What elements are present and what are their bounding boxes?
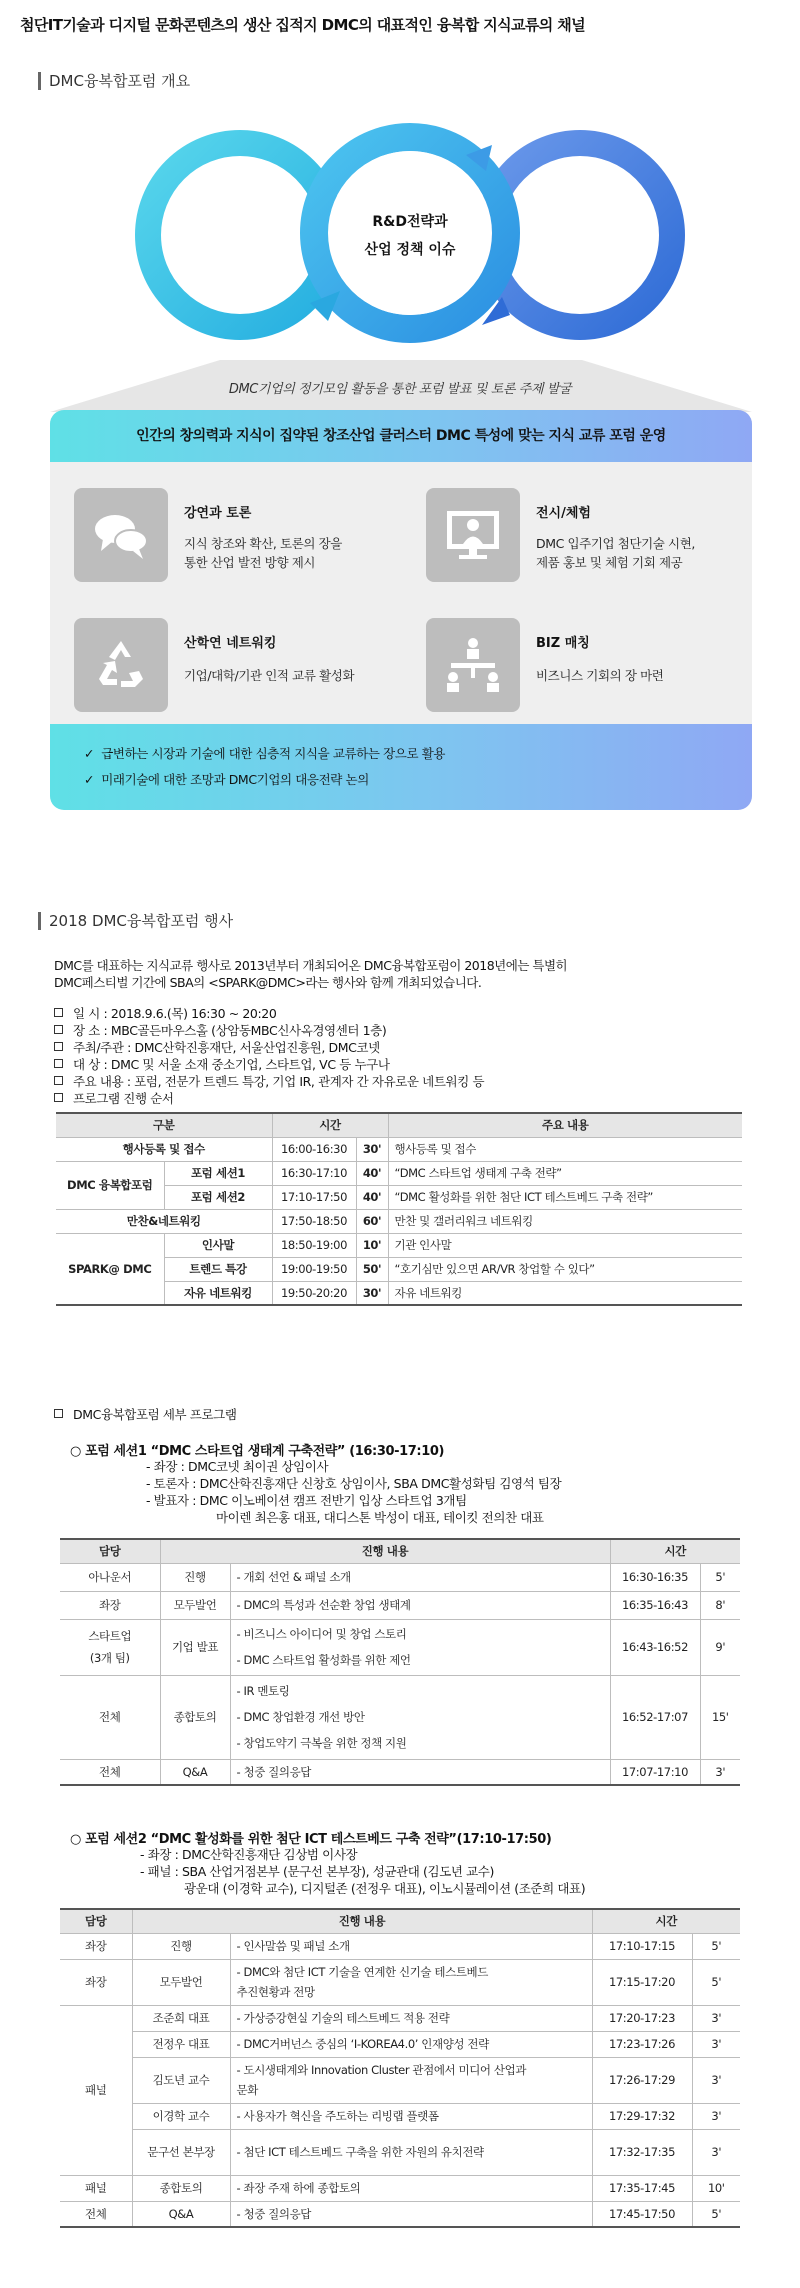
table-row: 좌장 진행 - 인사말씀 및 패널 소개 17:10-17:15 5' [60,1933,740,1959]
session1-heading: ○ 포럼 세션1 “DMC 스타트업 생태계 구축전략” (16:30-17:10) [70,1444,445,1459]
col-header: 담당 [60,1539,160,1563]
session2-panel: - 패널 : SBA 산업거점본부 (문구선 본부장), 성균관대 (김도년 교수) [140,1864,494,1879]
col-header: 시간 [610,1539,740,1563]
col-header: 구분 [56,1113,272,1137]
event-intro: DMC를 대표하는 지식교류 행사로 2013년부터 개최되어온 DMC융복합포럼이 2018년에는 특별히 DMC페스티벌 기간에 SBA의 <SPARK@DMC>라는 행사와 함께 개최되었습니다. [54,958,568,990]
overview-section-title: DMC융복합포럼 개요 [38,72,190,90]
col-header: 담당 [60,1909,132,1933]
feature-desc-networking: 기업/대학/기관 인적 교류 활성화 [184,668,355,683]
feature-desc-exhibition: DMC 입주기업 첨단기술 시현, 제품 홍보 및 체험 기회 제공 [536,536,695,570]
session2-panel-cont: 광운대 (이경학 교수), 디지털존 (전정우 대표), 이노시뮬레이션 (조준희 대표) [184,1881,586,1896]
feature-title-lecture: 강연과 토론 [184,506,252,521]
table-row: 김도년 교수 - 도시생태계와 Innovation Cluster 관점에서 미디어 산업과 문화 17:26-17:29 3' [60,2057,740,2103]
table-row: 자유 네트워킹 19:50-20:20 30' 자유 네트워킹 [56,1281,742,1305]
table-row: 만찬&네트워킹 17:50-18:50 60' 만찬 및 갤러리워크 네트워킹 [56,1209,742,1233]
col-header: 시간 [272,1113,388,1137]
table-row: 문구선 본부장 - 첨단 ICT 테스트베드 구축을 위한 자원의 유치전략 17:32-17:35 3' [60,2129,740,2175]
col-header: 진행 내용 [132,1909,592,1933]
table-row: DMC 융복합포럼 포럼 세션1 16:30-17:10 40' “DMC 스타트업 생태계 구축 전략” [56,1161,742,1185]
feature-title-exhibition: 전시/체험 [536,506,591,521]
recycle-icon [74,618,168,712]
table-row: 패널 조준희 대표 - 가상증강현실 기술의 테스트베드 적용 전략 17:20-17:23 3' [60,2005,740,2031]
table-row: 스타트업 (3개 팀) 기업 발표 - 비즈니스 아이디어 및 창업 스토리 - DMC 스타트업 활성화를 위한 제언 16:43-16:52 9' [60,1619,740,1675]
col-header: 시간 [592,1909,740,1933]
theme-circle-center-text: R&D전략과 산업 정책 이슈 [364,214,456,258]
page-headline: 첨단IT기술과 디지털 문화콘텐츠의 생산 집적지 DMC의 대표적인 융복합 지식교류의 채널 [20,16,586,34]
event2018-section-title: 2018 DMC융복합포럼 행사 [38,912,233,930]
info-date: 일 시 : 2018.9.6.(목) 16:30 ~ 20:20 [54,1005,276,1022]
table-row: 전체 종합토의 - IR 멘토링 - DMC 창업환경 개선 방안 - 창업도약기 극복을 위한 정책 지원 16:52-17:07 15' [60,1675,740,1759]
forum-overview-panel [50,410,752,810]
overview-bullets [50,724,752,810]
col-header: 진행 내용 [160,1539,610,1563]
table-row: 트렌드 특강 19:00-19:50 50' “호기심만 있으면 AR/VR 창업할 수 있다” [56,1257,742,1281]
meeting-icon [426,618,520,712]
info-place: 장 소 : MBC골든마우스홀 (상암동MBC신사옥경영센터 1층) [54,1022,386,1039]
feature-title-biz: BIZ 매칭 [536,636,590,651]
detail-section-title: DMC융복합포럼 세부 프로그램 [54,1406,237,1423]
table-row: 패널 종합토의 - 좌장 주재 하에 종합토의 17:35-17:45 10' [60,2175,740,2201]
table-row: 이경학 교수 - 사용자가 혁신을 주도하는 리빙랩 플랫폼 17:29-17:32 3' [60,2103,740,2129]
session1-table [60,1538,740,1786]
overview-banner: 인간의 창의력과 지식이 집약된 창조산업 클러스터 DMC 특성에 맞는 지식 교류 포럼 운영 [50,410,752,462]
info-program: 프로그램 진행 순서 [54,1090,174,1107]
feature-desc-lecture: 지식 창조와 확산, 토론의 장을 통한 산업 발전 방향 제시 [184,536,342,570]
monitor-presenter-icon [426,488,520,582]
feature-desc-biz: 비즈니스 기회의 장 마련 [536,668,664,683]
event-schedule-table [56,1112,742,1306]
session1-chair: - 좌장 : DMC코넷 최이권 상임이사 [146,1459,329,1474]
info-content: 주요 내용 : 포럼, 전문가 트렌드 특강, 기업 IR, 관계자 간 자유로운 네트워킹 등 [54,1073,484,1090]
info-host: 주최/주관 : DMC산학진흥재단, 서울산업진흥원, DMC코넷 [54,1039,380,1056]
session2-heading: ○ 포럼 세션2 “DMC 활성화를 위한 첨단 ICT 테스트베드 구축 전략”(17:10-17:50) [70,1832,552,1847]
session1-panel: - 토론자 : DMC산학진흥재단 신창호 상임이사, SBA DMC활성화팀 김영석 팀장 [146,1476,562,1491]
table-row: 좌장 모두발언 - DMC와 첨단 ICT 기술을 연계한 신기술 테스트베드 추진현황과 전망 17:15-17:20 5' [60,1959,740,2005]
table-row: 좌장 모두발언 - DMC의 특성과 선순환 창업 생태계 16:35-16:43 8' [60,1591,740,1619]
session2-chair: - 좌장 : DMC산학진흥재단 김상범 이사장 [140,1847,358,1862]
theme-circle-right-text: 신기술동향과 BM창출 전략 [538,214,622,258]
session1-presenters-names: 마이렌 최은홍 대표, 대디스톤 박성이 대표, 테이킷 전의찬 대표 [216,1510,544,1525]
table-row: 포럼 세션2 17:10-17:50 40' “DMC 활성화를 위한 첨단 ICT 테스트베드 구축 전략” [56,1185,742,1209]
bullet-item: ✓ 미래기술에 대한 조망과 DMC기업의 대응전략 논의 [84,772,369,787]
col-header: 주요 내용 [388,1113,742,1137]
info-target: 대 상 : DMC 및 서울 소재 중소기업, 스타트업, VC 등 누구나 [54,1056,390,1073]
speech-bubbles-icon [74,488,168,582]
session2-table [60,1908,740,2228]
session1-presenters: - 발표자 : DMC 이노베이션 캠프 전반기 입상 스타트업 3개팀 [146,1493,467,1508]
table-row: 전체 Q&A - 청중 질의응답 17:07-17:10 3' [60,1759,740,1785]
table-row: 전체 Q&A - 청중 질의응답 17:45-17:50 5' [60,2201,740,2227]
theme-circle-left-text: 4차산업혁명과 미래기술 [204,214,296,258]
table-row: 전정우 대표 - DMC거버넌스 중심의 ‘I-KOREA4.0’ 인재양성 전략 17:23-17:26 3' [60,2031,740,2057]
table-row: 아나운서 진행 - 개회 선언 & 패널 소개 16:30-16:35 5' [60,1563,740,1591]
overview-caption: DMC기업의 정기모임 활동을 통한 포럼 발표 및 토론 주제 발굴 [228,382,572,397]
feature-title-networking: 산학연 네트워킹 [184,636,277,651]
table-row: SPARK@ DMC 인사말 18:50-19:00 10' 기관 인사말 [56,1233,742,1257]
bullet-item: ✓ 급변하는 시장과 기술에 대한 심층적 지식을 교류하는 장으로 활용 [84,746,446,761]
table-row: 행사등록 및 접수 16:00-16:30 30' 행사등록 및 접수 [56,1137,742,1161]
